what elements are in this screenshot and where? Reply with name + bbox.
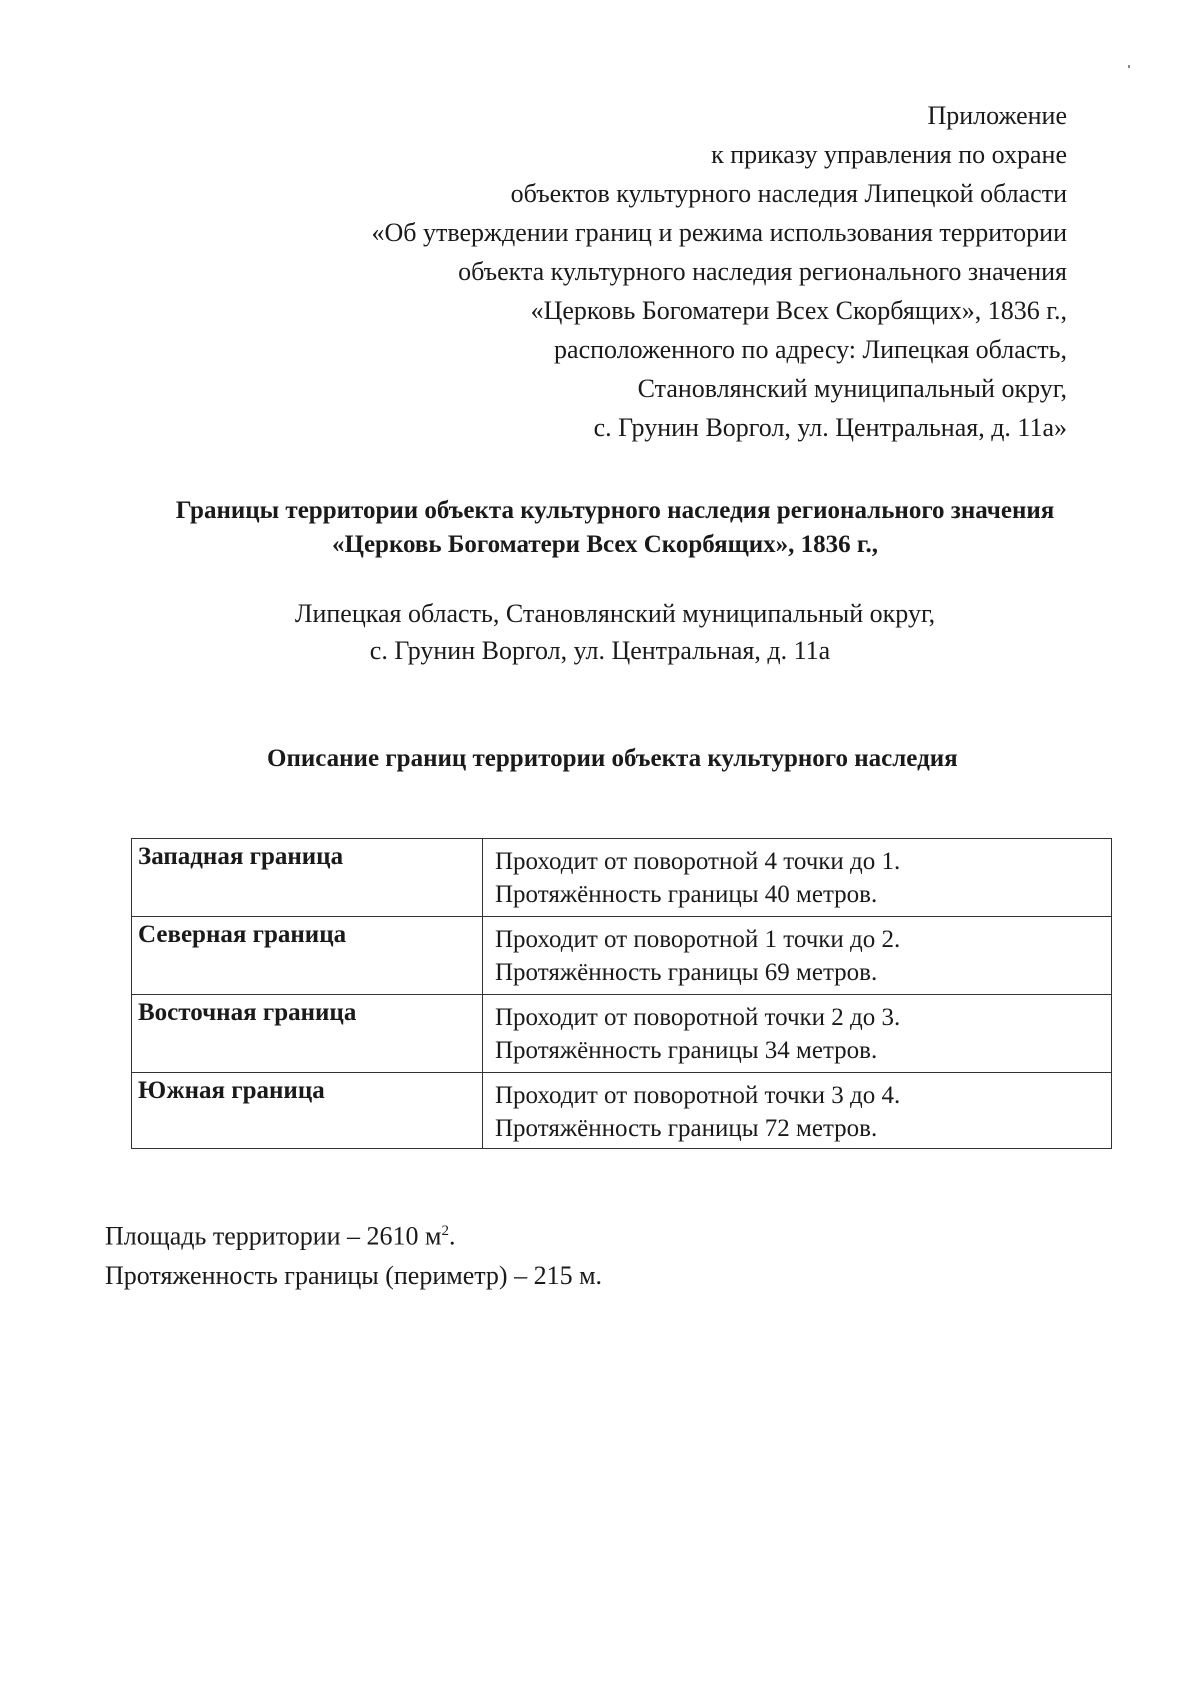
boundaries-table xyxy=(131,838,1112,1149)
boundary-description xyxy=(483,917,1112,995)
appendix-line: «Церковь Богоматери Всех Скорбящих», 1836 г., xyxy=(530,296,1067,325)
boundary-length: Протяжённость границы 72 метров. xyxy=(495,1115,878,1142)
appendix-line: Приложение xyxy=(927,101,1067,130)
boundary-name: Западная граница xyxy=(132,839,483,917)
boundary-route: Проходит от поворотной точки 2 до 3. xyxy=(495,1004,901,1031)
section-subtitle: Описание границ территории объекта культурного наследия xyxy=(267,745,958,772)
boundary-length: Протяжённость границы 69 метров. xyxy=(495,959,878,986)
table-row xyxy=(132,839,1112,917)
appendix-line: Становлянский муниципальный округ, xyxy=(637,374,1067,403)
area-unit-superscript: 2 xyxy=(441,1223,450,1239)
boundary-name: Северная граница xyxy=(132,917,483,995)
table-row xyxy=(132,1073,1112,1149)
boundary-name: Восточная граница xyxy=(132,995,483,1073)
boundary-route: Проходит от поворотной 4 точки до 1. xyxy=(495,848,901,875)
object-address xyxy=(0,595,1200,669)
boundary-length: Протяжённость границы 40 метров. xyxy=(495,881,878,908)
appendix-line: расположенного по адресу: Липецкая область, xyxy=(554,335,1067,364)
address-line-2: с. Грунин Воргол, ул. Центральная, д. 11а xyxy=(369,636,831,665)
boundary-description xyxy=(483,995,1112,1073)
boundary-name: Южная граница xyxy=(132,1073,483,1149)
table-row xyxy=(132,995,1112,1073)
scan-speck xyxy=(1128,65,1130,68)
territory-perimeter: Протяженность границы (периметр) – 215 м. xyxy=(105,1260,603,1290)
title-line-1: Границы территории объекта культурного наследия регионального значения xyxy=(175,497,1055,524)
territory-summary xyxy=(105,1212,602,1295)
appendix-line: с. Грунин Воргол, ул. Центральная, д. 11а» xyxy=(593,413,1067,442)
boundary-route: Проходит от поворотной 1 точки до 2. xyxy=(495,926,901,953)
table-row xyxy=(132,917,1112,995)
boundary-description xyxy=(483,839,1112,917)
boundary-description xyxy=(483,1073,1112,1149)
address-line-1: Липецкая область, Становлянский муниципальный округ, xyxy=(294,599,936,628)
territory-area xyxy=(105,1212,602,1256)
area-suffix: . xyxy=(449,1221,456,1251)
area-text: Площадь территории – 2610 м xyxy=(105,1221,442,1251)
boundary-length: Протяжённость границы 34 метров. xyxy=(495,1037,878,1064)
appendix-line: к приказу управления по охране xyxy=(711,140,1067,169)
appendix-line: «Об утверждении границ и режима использования территории xyxy=(371,218,1067,247)
appendix-line: объекта культурного наследия регионального значения xyxy=(458,257,1067,286)
document-title xyxy=(0,494,1200,562)
appendix-header xyxy=(167,96,1067,447)
boundary-route: Проходит от поворотной точки 3 до 4. xyxy=(495,1082,901,1109)
appendix-line: объектов культурного наследия Липецкой области xyxy=(510,179,1067,208)
title-line-2: «Церковь Богоматери Всех Скорбящих», 1836 г., xyxy=(332,531,878,558)
